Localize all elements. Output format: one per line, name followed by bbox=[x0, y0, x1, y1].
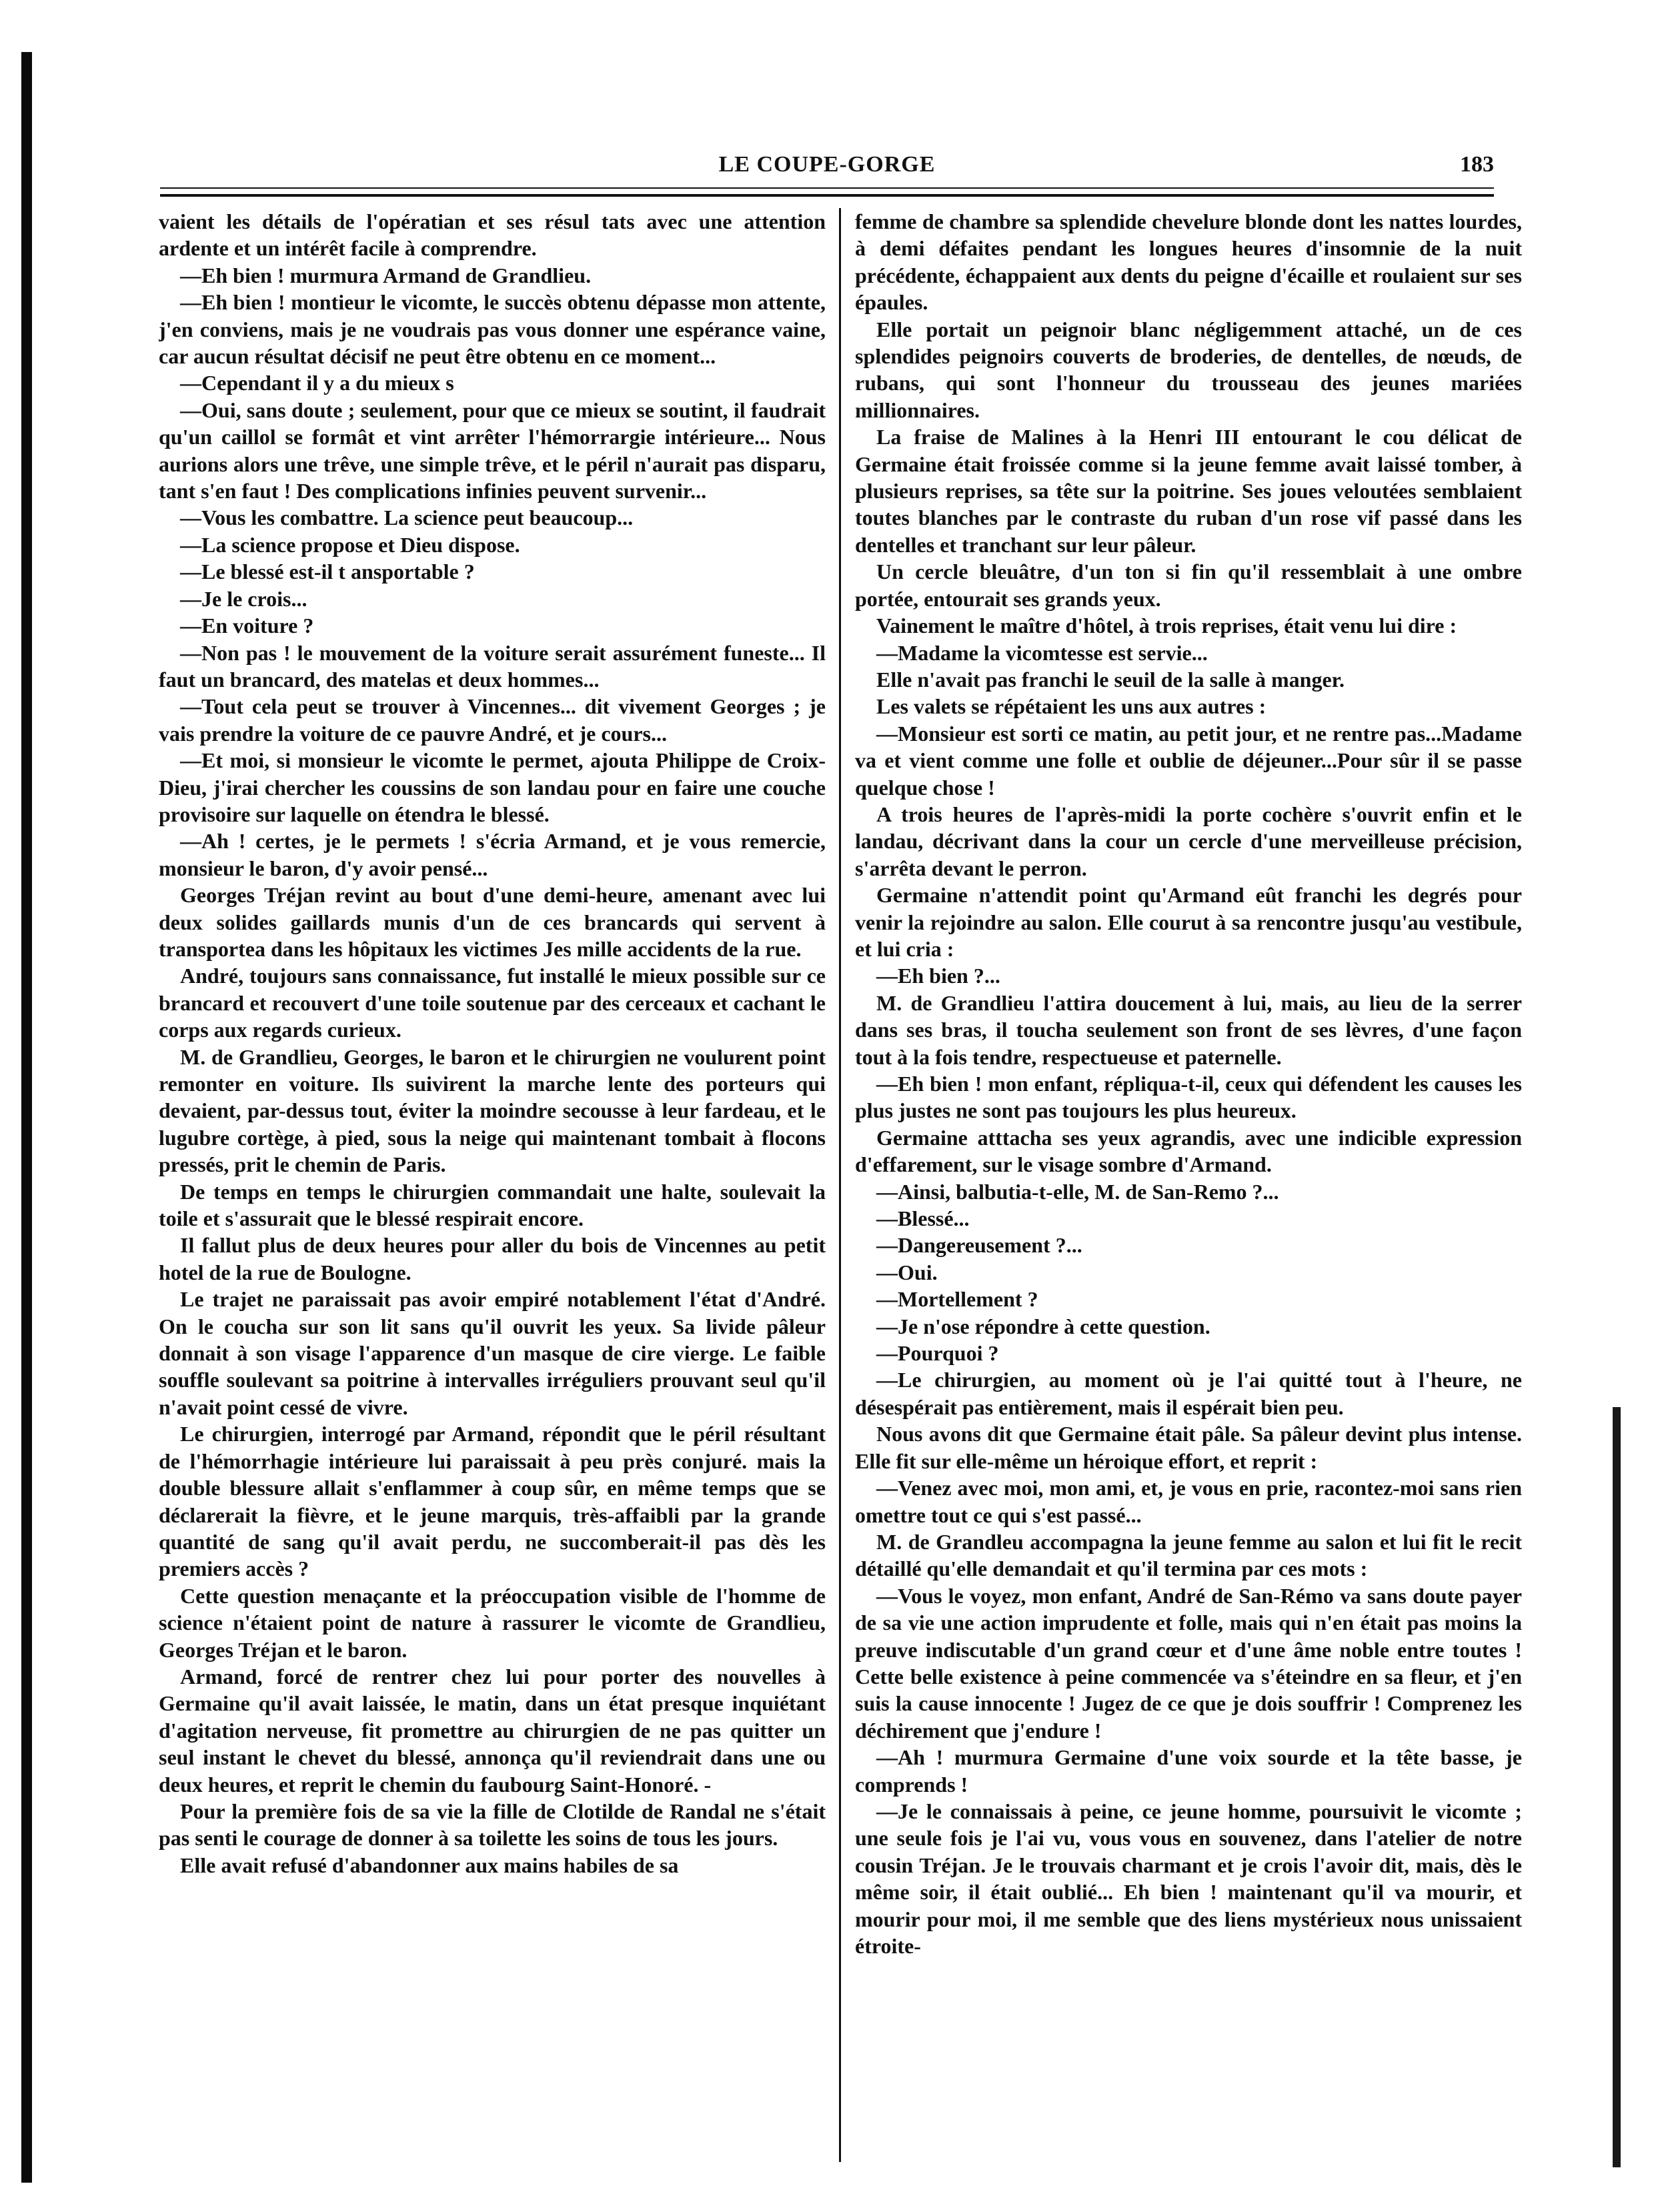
paragraph: —Tout cela peut se trouver à Vincennes... dit vivement Georges ; je vais prendre la voiture de ce pauvre André, et je cours... bbox=[159, 694, 826, 746]
paragraph: —Eh bien ! mon enfant, répliqua-t-il, ceux qui défendent les causes les plus justes ne sont pas toujours les plus heureux. bbox=[855, 1072, 1522, 1123]
paragraph: Georges Tréjan revint au bout d'une demi-heure, amenant avec lui deux solides gaillards munis d'un de ces brancards qui servent à transportea dans les hôpitaux les victimes Jes mille accidents de la rue. bbox=[159, 883, 826, 961]
scan-edge-right bbox=[1613, 1407, 1621, 2167]
scan-edge-left bbox=[21, 52, 32, 2183]
paragraph: —Eh bien ! montieur le vicomte, le succès obtenu dépasse mon attente, j'en conviens, mais je ne voudrais pas vous donner une espérance vaine, car aucun résultat décisif ne peut être obtenu en ce moment... bbox=[159, 290, 826, 369]
paragraph: —Vous le voyez, mon enfant, André de San-Rémo va sans doute payer de sa vie une action imprudente et folle, mais qui n'en était pas moins la preuve indiscutable d'un grand cœur et d'une âme noble entre toutes ! Cette belle existence à peine commencée va s'éteindre en sa fleur, et j'en suis la cause innocente ! Jugez de ce que je dois souffrir ! Comprenez les déchirement que j'endure ! bbox=[855, 1583, 1522, 1743]
paragraph: André, toujours sans connaissance, fut installé le mieux possible sur ce brancard et recouvert d'une toile soutenue par des cerceaux et cachant le corps aux regards curieux. bbox=[159, 964, 826, 1042]
paragraph: —En voiture ? bbox=[180, 614, 314, 638]
page-header bbox=[160, 152, 1494, 192]
page-number: 183 bbox=[1460, 152, 1494, 177]
paragraph: Le trajet ne paraissait pas avoir empiré notablement l'état d'André. On le coucha sur son lit sans qu'il ouvrit les yeux. Sa livide pâleur donnait à son visage l'apparence d'un masque de cire vierge. Le faible souffle soulevant sa poitrine à intervalles irréguliers prouvant seul qu'il n'avait point cessé de vivre. bbox=[159, 1287, 826, 1419]
paragraph: —Cependant il y a du mieux s bbox=[180, 371, 454, 395]
paragraph: femme de chambre sa splendide chevelure blonde dont les nattes lourdes, à demi défaites pendant les longues heures d'insomnie de la nuit précédente, échappaient aux dents du peigne d'écaille et roulaient sur ses épaules. bbox=[855, 209, 1522, 315]
paragraph: Vainement le maître d'hôtel, à trois reprises, était venu lui dire : bbox=[876, 614, 1457, 638]
paragraph: M. de Grandleu accompagna la jeune femme au salon et lui fit le recit détaillé qu'elle demandait et qu'il termina par ces mots : bbox=[855, 1529, 1522, 1581]
paragraph: Germaine atttacha ses yeux agrandis, avec une indicible expression d'effarement, sur le visage sombre d'Armand. bbox=[855, 1125, 1522, 1177]
paragraph: —Ainsi, balbutia-t-elle, M. de San-Remo ?... bbox=[876, 1179, 1279, 1204]
paragraph: —Mortellement ? bbox=[876, 1287, 1038, 1312]
paragraph: Elle portait un peignoir blanc négligemment attaché, un de ces splendides peignoirs couverts de broderies, de dentelles, de nœuds, de rubans, qui sont l'honneur du trousseau des jeunes mariées millionnaires. bbox=[855, 317, 1522, 422]
paragraph: Il fallut plus de deux heures pour aller du bois de Vincennes au petit hotel de la rue de Boulogne. bbox=[159, 1233, 826, 1284]
paragraph: Pour la première fois de sa vie la fille de Clotilde de Randal ne s'était pas senti le courage de donner à sa toilette les soins de tous les jours. bbox=[159, 1799, 826, 1851]
header-rule-thin bbox=[160, 187, 1494, 189]
paragraph: Un cercle bleuâtre, d'un ton si fin qu'il ressemblait à une ombre portée, entourait ses grands yeux. bbox=[855, 560, 1522, 611]
paragraph: —Eh bien ?... bbox=[876, 964, 1000, 988]
paragraph: —Monsieur est sorti ce matin, au petit jour, et ne rentre pas...Madame va et vient comme une folle et oublie de déjeuner...Pour sûr il se passe quelque chose ! bbox=[855, 721, 1522, 800]
paragraph: —Non pas ! le mouvement de la voiture serait assurément funeste... Il faut un brancard, des matelas et deux hommes... bbox=[159, 640, 826, 692]
paragraph: —Le chirurgien, au moment où je l'ai quitté tout à l'heure, ne désespérait pas entièrement, mais il espérait bien peu. bbox=[855, 1368, 1522, 1419]
paragraph: —Le blessé est-il t ansportable ? bbox=[180, 560, 475, 584]
paragraph: —Ah ! murmura Germaine d'une voix sourde et la tête basse, je comprends ! bbox=[855, 1745, 1522, 1797]
left-column bbox=[159, 208, 826, 2162]
paragraph: —Ah ! certes, je le permets ! s'écria Armand, et je vous remercie, monsieur le baron, d'y avoir pensé... bbox=[159, 829, 826, 880]
paragraph: —Je le connaissais à peine, ce jeune homme, poursuivit le vicomte ; une seule fois je l'ai vu, vous vous en souvenez, dans l'atelier de notre cousin Tréjan. Je le trouvais charmant et je crois l'avoir dit, mais, dès le même soir, il était oublié... Eh bien ! maintenant qu'il va mourir, et mourir pour moi, il me semble que des liens mystérieux nous unissaient étroite- bbox=[855, 1799, 1522, 1958]
paragraph: La fraise de Malines à la Henri III entourant le cou délicat de Germaine était froissée comme si la jeune femme avait laissé tomber, à plusieurs reprises, sa tête sur la poitrine. Ses joues veloutées semblaient toutes blanches par le contraste du ruban d'un rose vif passé dans les dentelles et tranchant sur leur pâleur. bbox=[855, 425, 1522, 557]
paragraph: M. de Grandlieu l'attira doucement à lui, mais, au lieu de la serrer dans ses bras, il toucha seulement son front de ses lèvres, d'une façon tout à la fois tendre, respectueuse et paternelle. bbox=[855, 990, 1522, 1069]
paragraph: Elle n'avait pas franchi le seuil de la salle à manger. bbox=[876, 667, 1345, 692]
paragraph: —Madame la vicomtesse est servie... bbox=[876, 640, 1208, 665]
paragraph: Elle avait refusé d'abandonner aux mains habiles de sa bbox=[180, 1853, 679, 1877]
paragraph: —Et moi, si monsieur le vicomte le permet, ajouta Philippe de Croix-Dieu, j'irai chercher les coussins de son landau pour en faire une couche provisoire sur laquelle on étendra le blessé. bbox=[159, 748, 826, 826]
paragraph: —Venez avec moi, mon ami, et, je vous en prie, racontez-moi sans rien omettre tout ce qui s'est passé... bbox=[855, 1476, 1522, 1527]
paragraph: —Je n'ose répondre à cette question. bbox=[876, 1314, 1210, 1338]
paragraph: —La science propose et Dieu dispose. bbox=[180, 532, 520, 557]
column-divider bbox=[839, 208, 841, 2162]
paragraph: —Je le crois... bbox=[180, 586, 307, 611]
running-title: LE COUPE-GORGE bbox=[718, 152, 936, 177]
paragraph: —Vous les combattre. La science peut beaucoup... bbox=[180, 505, 634, 530]
paragraph: —Oui, sans doute ; seulement, pour que ce mieux se soutint, il faudrait qu'un caillol se formât et vint arrêter l'hémorrargie intérieure... Nous aurions alors une trêve, une simple trêve, et le péril n'aurait pas disparu, tant s'en faut ! Des complications infinies peuvent survenir... bbox=[159, 397, 826, 503]
paragraph: —Eh bien ! murmura Armand de Grandlieu. bbox=[180, 263, 592, 287]
paragraph: Cette question menaçante et la préoccupation visible de l'homme de science n'étaient point de nature à rassurer le vicomte de Grandlieu, Georges Tréjan et le baron. bbox=[159, 1583, 826, 1662]
paragraph: —Oui. bbox=[876, 1260, 938, 1284]
paragraph: De temps en temps le chirurgien commandait une halte, soulevait la toile et s'assurait que le blessé respirait encore. bbox=[159, 1179, 826, 1231]
paragraph: Armand, forcé de rentrer chez lui pour porter des nouvelles à Germaine qu'il avait laissée, le matin, dans un état presque inquiétant d'agitation nerveuse, fit promettre au chirurgien de ne pas quitter un seul instant le chevet du blessé, annonça qu'il reviendrait dans une ou deux heures, et reprit le chemin du faubourg Saint-Honoré. - bbox=[159, 1664, 826, 1797]
paragraph: Le chirurgien, interrogé par Armand, répondit que le péril résultant de l'hémorrhagie intérieure lui paraissait à peu près conjuré. mais la double blessure allait s'enflammer à coup sûr, en même temps que se déclarerait la fièvre, et le jeune marquis, très-affaibli par la grande quantité de sang qu'il avait perdu, ne succomberait-il pas dès les premiers accès ? bbox=[159, 1422, 826, 1581]
paragraph: —Blessé... bbox=[876, 1206, 970, 1231]
paragraph: vaient les détails de l'opératian et ses résul tats avec une attention ardente et un intérêt facile à comprendre. bbox=[159, 209, 826, 261]
right-column bbox=[855, 208, 1522, 2162]
paragraph: A trois heures de l'après-midi la porte cochère s'ouvrit enfin et le landau, décrivant dans la cour un cercle d'une merveilleuse précision, s'arrêta devant le perron. bbox=[855, 802, 1522, 880]
paragraph: Nous avons dit que Germaine était pâle. Sa pâleur devint plus intense. Elle fit sur elle-même un héroique effort, et reprit : bbox=[855, 1422, 1522, 1473]
paragraph: M. de Grandlieu, Georges, le baron et le chirurgien ne voulurent point remonter en voiture. Ils suivirent la marche lente des porteurs qui devaient, par-dessus tout, éviter la moindre secousse à leur fardeau, et le lugubre cortège, à pied, sous la neige qui maintenant tombait à flocons pressés, prit le chemin de Paris. bbox=[159, 1044, 826, 1177]
paragraph: Germaine n'attendit point qu'Armand eût franchi les degrés pour venir la rejoindre au salon. Elle courut à sa rencontre jusqu'au vestibule, et lui cria : bbox=[855, 883, 1522, 961]
paragraph: —Dangereusement ?... bbox=[876, 1233, 1082, 1258]
paragraph: Les valets se répétaient les uns aux autres : bbox=[876, 694, 1267, 719]
header-rule-thick bbox=[160, 194, 1494, 197]
paragraph: —Pourquoi ? bbox=[876, 1341, 999, 1366]
